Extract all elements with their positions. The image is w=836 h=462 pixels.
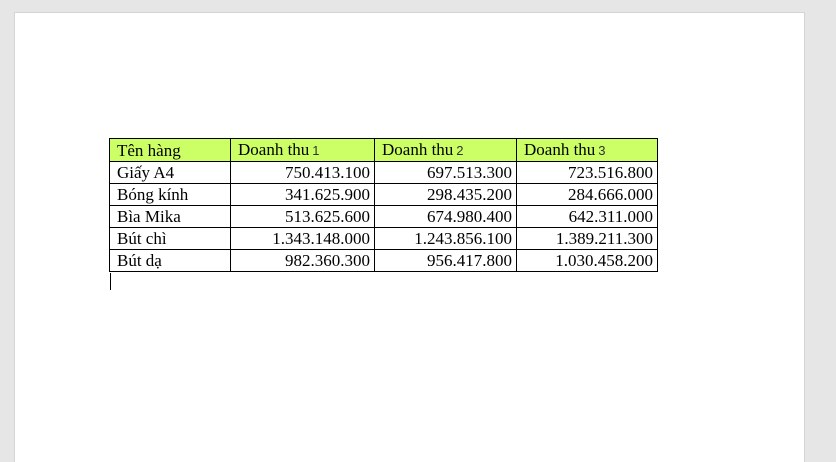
cell-product-name[interactable]: Bìa Mika — [110, 206, 231, 228]
revenue-table — [109, 138, 658, 272]
cell-product-name[interactable]: Bóng kính — [110, 184, 231, 206]
header-cell-doanh-thu-1[interactable] — [231, 139, 375, 162]
cell-revenue-2[interactable]: 298.435.200 — [375, 184, 517, 206]
cell-revenue-1[interactable]: 982.360.300 — [231, 250, 375, 272]
cell-revenue-2[interactable]: 674.980.400 — [375, 206, 517, 228]
table-row — [110, 184, 658, 206]
cell-revenue-2[interactable]: 956.417.800 — [375, 250, 517, 272]
document-page[interactable] — [14, 12, 805, 462]
header-suffix: 1 — [312, 143, 320, 158]
cell-revenue-3[interactable]: 642.311.000 — [517, 206, 658, 228]
header-suffix: 2 — [456, 143, 464, 158]
cell-revenue-1[interactable]: 1.343.148.000 — [231, 228, 375, 250]
header-cell-doanh-thu-2[interactable] — [375, 139, 517, 162]
cell-revenue-1[interactable]: 750.413.100 — [231, 162, 375, 184]
header-cell-doanh-thu-3[interactable] — [517, 139, 658, 162]
table-row — [110, 228, 658, 250]
cell-product-name[interactable]: Bút chì — [110, 228, 231, 250]
cell-revenue-3[interactable]: 723.516.800 — [517, 162, 658, 184]
header-label: Doanh thu — [382, 140, 454, 159]
header-label: Tên hàng — [117, 140, 181, 160]
header-label: Doanh thu — [238, 140, 310, 159]
cell-revenue-1[interactable]: 341.625.900 — [231, 184, 375, 206]
cell-revenue-1[interactable]: 513.625.600 — [231, 206, 375, 228]
table-row — [110, 206, 658, 228]
cell-revenue-2[interactable]: 697.513.300 — [375, 162, 517, 184]
cell-revenue-3[interactable]: 1.389.211.300 — [517, 228, 658, 250]
header-label: Doanh thu — [524, 140, 596, 159]
table-row — [110, 162, 658, 184]
header-cell-ten-hang[interactable] — [110, 139, 231, 162]
cell-revenue-3[interactable]: 284.666.000 — [517, 184, 658, 206]
table-header-row — [110, 139, 658, 162]
cell-product-name[interactable]: Bút dạ — [110, 250, 231, 272]
header-suffix: 3 — [598, 143, 606, 158]
table-row — [110, 250, 658, 272]
cell-revenue-3[interactable]: 1.030.458.200 — [517, 250, 658, 272]
text-cursor — [110, 273, 111, 290]
cell-product-name[interactable]: Giấy A4 — [110, 162, 231, 184]
cell-revenue-2[interactable]: 1.243.856.100 — [375, 228, 517, 250]
